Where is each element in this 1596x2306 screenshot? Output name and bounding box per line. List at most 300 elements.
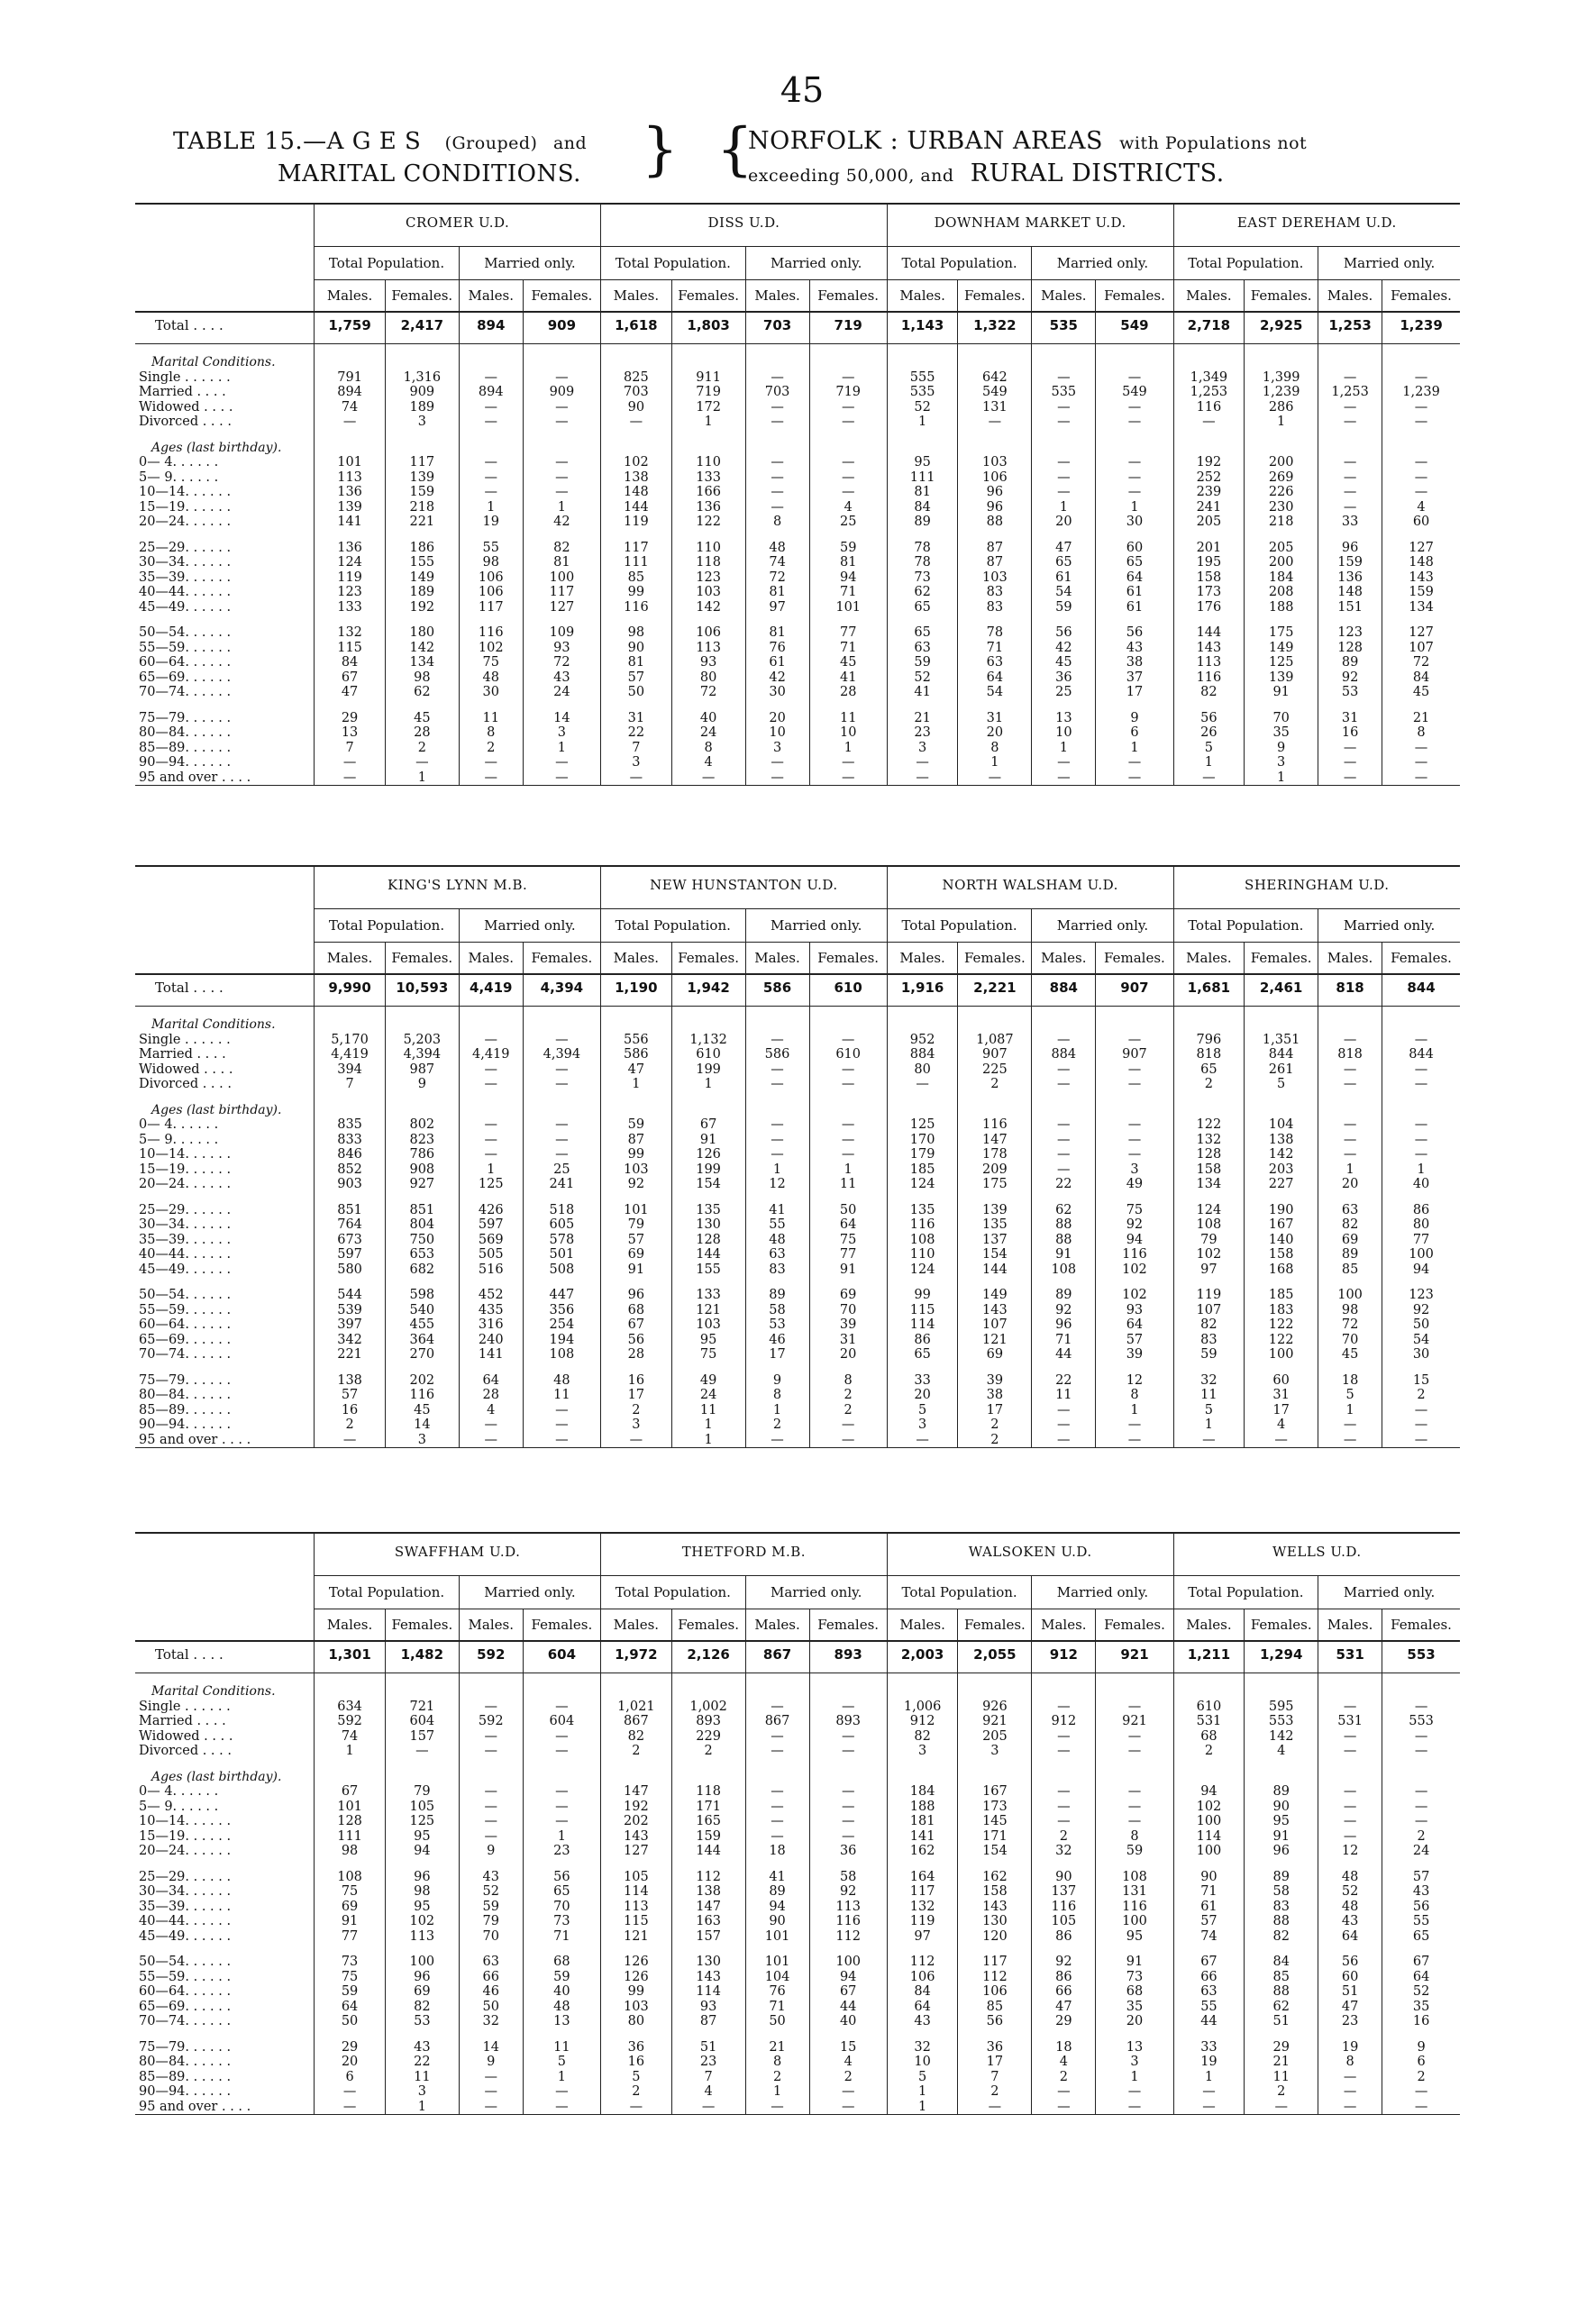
spacer-cell: [385, 1092, 459, 1103]
spacer-cell: [1382, 1363, 1460, 1373]
data-cell: 75: [459, 655, 523, 670]
data-cell: —: [1173, 2100, 1245, 2115]
data-cell: 99: [601, 1984, 672, 2000]
data-cell: —: [1318, 400, 1382, 415]
data-cell: 116: [1032, 1900, 1096, 1915]
spacer-cell: [958, 1363, 1032, 1373]
spacer-cell: [958, 1759, 1032, 1770]
data-cell: 100: [1245, 1347, 1318, 1363]
data-cell: 131: [1096, 1884, 1173, 1900]
row-label: Divorced . . . .: [135, 1077, 315, 1092]
data-cell: 24: [1412, 1844, 1430, 1858]
married-only-header: Married only.: [1032, 909, 1173, 943]
data-cell: 3: [601, 1417, 672, 1433]
data-cell: 16: [601, 1373, 672, 1389]
empty-cell: [745, 1103, 809, 1118]
data-cell: —: [459, 415, 523, 430]
total-cell: 535: [1032, 312, 1096, 344]
spacer-cell: [459, 700, 523, 711]
spacer-cell: [1245, 615, 1318, 625]
data-cell: 2: [1032, 1829, 1096, 1845]
empty-cell: [1245, 1103, 1318, 1118]
data-cell: —: [523, 1729, 600, 1745]
total-cell: 1,253: [1318, 312, 1382, 344]
data-cell: 104: [745, 1970, 809, 1985]
data-cell: 91: [1245, 685, 1318, 700]
data-cell: 226: [1245, 485, 1318, 500]
data-cell: 17: [601, 1388, 672, 1403]
total-cell: 867: [745, 1641, 809, 1673]
data-cell: 39: [809, 1317, 887, 1333]
data-cell: —: [1096, 1784, 1173, 1800]
data-cell: 78: [887, 555, 958, 570]
data-cell: —: [1318, 1729, 1382, 1745]
data-cell: 2: [1417, 1828, 1426, 1844]
data-cell: 147: [601, 1784, 672, 1800]
age-row: [135, 1388, 1460, 1403]
married-only-header: Married only.: [459, 909, 600, 943]
empty-cell: [1032, 1770, 1096, 1785]
data-cell: 81: [745, 625, 809, 641]
total-cell: 921: [1096, 1641, 1173, 1673]
data-cell: —: [523, 770, 600, 786]
spacer-cell: [809, 530, 887, 541]
data-cell: 41: [809, 670, 887, 686]
males-header: Males.: [1032, 280, 1096, 313]
data-cell: —: [1414, 740, 1428, 755]
data-cell: 218: [1245, 515, 1318, 530]
data-cell: 74: [315, 400, 386, 415]
row-label: 50—54. . . . . .: [135, 1288, 315, 1303]
data-cell: 143: [1409, 570, 1434, 585]
data-cell: 69: [809, 1288, 887, 1303]
empty-cell: [887, 1017, 958, 1033]
females-header: Females.: [1382, 943, 1460, 975]
data-cell: —: [1096, 485, 1173, 500]
spacer-cell: [1382, 1007, 1460, 1018]
data-cell: 74: [1173, 1929, 1245, 1945]
data-cell: 270: [385, 1347, 459, 1363]
data-cell: 86: [887, 1333, 958, 1348]
spacer-cell: [958, 1673, 1032, 1685]
data-cell: 101: [315, 455, 386, 470]
data-cell: —: [459, 1062, 523, 1078]
data-cell: 137: [958, 1233, 1032, 1248]
data-cell: 126: [601, 1955, 672, 1970]
age-row: [135, 1133, 1460, 1148]
empty-cell: [1382, 1684, 1460, 1700]
spacer-cell: [958, 1859, 1032, 1870]
spacer-cell: [523, 2029, 600, 2040]
data-cell: 8: [1318, 2055, 1382, 2070]
empty-cell: [671, 441, 745, 456]
age-row: [135, 1784, 1460, 1800]
data-cell: 286: [1245, 400, 1318, 415]
data-cell: 1: [523, 500, 600, 515]
data-cell: 29: [315, 711, 386, 726]
data-cell: 67: [601, 1317, 672, 1333]
spacer-cell: [1382, 1092, 1460, 1103]
data-cell: —: [1096, 1433, 1173, 1448]
total-population-header: Total Population.: [315, 247, 460, 280]
data-cell: 149: [958, 1288, 1032, 1303]
data-cell: 894: [315, 385, 386, 400]
data-cell: 159: [671, 1829, 745, 1845]
empty-cell: [1318, 1017, 1382, 1033]
females-header: Females.: [1382, 280, 1460, 313]
spacer-label: [135, 1673, 315, 1685]
data-cell: 673: [315, 1233, 386, 1248]
data-cell: 97: [1173, 1262, 1245, 1278]
spacer-cell: [745, 1673, 809, 1685]
data-cell: 102: [1173, 1800, 1245, 1815]
data-cell: 89: [1245, 1784, 1318, 1800]
data-cell: 5,170: [315, 1033, 386, 1048]
marital-row-single: [135, 370, 1460, 386]
data-cell: 70: [1245, 711, 1318, 726]
empty-cell: [1032, 1103, 1096, 1118]
empty-cell: [745, 355, 809, 370]
data-cell: 2: [601, 1403, 672, 1418]
data-cell: 23: [523, 1844, 600, 1859]
data-cell: —: [1032, 1117, 1096, 1133]
empty-cell: [1382, 355, 1460, 370]
data-cell: 86: [1032, 1929, 1096, 1945]
data-cell: —: [1096, 770, 1173, 786]
data-cell: 95: [671, 1333, 745, 1348]
age-row: [135, 1317, 1460, 1333]
data-cell: —: [809, 470, 887, 486]
married-only-header: Married only.: [745, 1576, 887, 1609]
spacer-cell: [671, 1673, 745, 1685]
data-cell: 721: [385, 1700, 459, 1715]
spacer-cell: [745, 1759, 809, 1770]
spacer-cell: [385, 1944, 459, 1955]
data-cell: 105: [1032, 1914, 1096, 1929]
data-cell: —: [1318, 470, 1382, 486]
data-cell: 154: [671, 1177, 745, 1192]
data-cell: —: [523, 1133, 600, 1148]
marital-conditions-heading: Marital Conditions.: [151, 1017, 276, 1032]
data-cell: 750: [385, 1233, 459, 1248]
data-cell: 952: [887, 1033, 958, 1048]
data-cell: —: [1032, 1147, 1096, 1162]
data-cell: —: [1318, 1433, 1382, 1448]
data-cell: 192: [1173, 455, 1245, 470]
data-cell: 87: [958, 555, 1032, 570]
empty-cell: [1096, 1684, 1173, 1700]
row-label: 40—44. . . . . .: [135, 1247, 315, 1262]
data-cell: 230: [1245, 500, 1318, 515]
data-cell: —: [459, 1033, 523, 1048]
data-cell: —: [671, 2100, 745, 2115]
data-cell: 33: [1318, 515, 1382, 530]
row-label: 0— 4. . . . . .: [135, 1117, 315, 1133]
data-cell: 2: [1173, 1744, 1245, 1759]
data-cell: —: [1096, 1744, 1173, 1759]
empty-cell: [459, 355, 523, 370]
data-cell: 110: [887, 1247, 958, 1262]
data-cell: 2: [745, 2070, 809, 2085]
data-cell: —: [523, 1700, 600, 1715]
data-cell: —: [1096, 2084, 1173, 2100]
empty-cell: [601, 1770, 672, 1785]
data-cell: 60: [1318, 1970, 1382, 1985]
data-cell: 518: [523, 1203, 600, 1218]
data-cell: 125: [887, 1117, 958, 1133]
data-cell: 604: [385, 1714, 459, 1729]
total-population-header: Total Population.: [601, 1576, 746, 1609]
data-cell: 2: [459, 741, 523, 756]
data-cell: 75: [1096, 1203, 1173, 1218]
spacer-cell: [745, 1092, 809, 1103]
data-cell: 540: [385, 1303, 459, 1318]
spacer-cell: [1318, 615, 1382, 625]
empty-cell: [958, 1684, 1032, 1700]
spacer-cell: [1173, 430, 1245, 441]
row-label: 5— 9. . . . . .: [135, 470, 315, 486]
data-cell: 180: [385, 625, 459, 641]
spacer-cell: [523, 344, 600, 356]
spacer-label: [135, 1759, 315, 1770]
males-header: Males.: [1318, 943, 1382, 975]
data-cell: 58: [1245, 1884, 1318, 1900]
data-cell: 79: [1173, 1233, 1245, 1248]
data-cell: —: [809, 1417, 887, 1433]
spacer-cell: [1173, 615, 1245, 625]
empty-cell: [459, 1684, 523, 1700]
total-population-header: Total Population.: [1173, 247, 1318, 280]
data-cell: 80: [601, 2014, 672, 2029]
data-cell: —: [1414, 1417, 1428, 1432]
data-cell: 98: [385, 670, 459, 686]
data-cell: 75: [315, 1884, 386, 1900]
data-cell: 51: [1318, 1984, 1382, 2000]
data-cell: 56: [1173, 711, 1245, 726]
data-cell: 120: [958, 1929, 1032, 1945]
data-cell: 69: [315, 1900, 386, 1915]
data-cell: 1: [671, 1077, 745, 1092]
data-cell: 73: [523, 1914, 600, 1929]
empty-cell: [745, 1017, 809, 1033]
empty-cell: [671, 355, 745, 370]
data-cell: 83: [745, 1262, 809, 1278]
data-cell: 119: [601, 515, 672, 530]
data-cell: 30: [1412, 1347, 1430, 1362]
spacer-cell: [1032, 1759, 1096, 1770]
data-cell: 569: [459, 1233, 523, 1248]
data-cell: —: [745, 415, 809, 430]
data-cell: 71: [1173, 1884, 1245, 1900]
spacer-cell: [1032, 1673, 1096, 1685]
spacer-cell: [809, 615, 887, 625]
data-cell: 1: [601, 1077, 672, 1092]
data-cell: —: [459, 1729, 523, 1745]
data-cell: 61: [1173, 1900, 1245, 1915]
data-cell: 70: [1318, 1333, 1382, 1348]
data-cell: —: [459, 1077, 523, 1092]
data-cell: 67: [315, 670, 386, 686]
data-cell: 81: [601, 655, 672, 670]
data-cell: 142: [1245, 1147, 1318, 1162]
data-cell: 884: [1032, 1047, 1096, 1062]
spacer-cell: [315, 430, 386, 441]
data-cell: —: [1414, 1784, 1428, 1799]
district-name: DISS U.D.: [601, 204, 888, 247]
total-cell: 2,461: [1245, 974, 1318, 1007]
data-cell: —: [1318, 1800, 1382, 1815]
spacer-row: [135, 1007, 1460, 1018]
data-cell: 138: [601, 470, 672, 486]
data-cell: 119: [1173, 1288, 1245, 1303]
data-cell: 642: [958, 370, 1032, 386]
data-cell: 168: [1245, 1262, 1318, 1278]
data-cell: 75: [315, 1970, 386, 1985]
females-header: Females.: [523, 280, 600, 313]
spacer-cell: [887, 1759, 958, 1770]
district-name: CROMER U.D.: [315, 204, 601, 247]
data-cell: 21: [1245, 2055, 1318, 2070]
data-cell: 70: [459, 1929, 523, 1945]
data-cell: —: [1096, 455, 1173, 470]
spacer-cell: [887, 1944, 958, 1955]
data-cell: 1: [809, 741, 887, 756]
males-header: Males.: [1318, 280, 1382, 313]
data-cell: —: [1096, 1729, 1173, 1745]
data-cell: 802: [385, 1117, 459, 1133]
data-cell: 452: [459, 1288, 523, 1303]
data-cell: 154: [958, 1844, 1032, 1859]
data-cell: 71: [523, 1929, 600, 1945]
males-header: Males.: [315, 1609, 386, 1642]
ages-heading-row: [135, 441, 1460, 456]
data-cell: 167: [958, 1784, 1032, 1800]
row-label: 80—84. . . . . .: [135, 2055, 315, 2070]
spacer-cell: [315, 1944, 386, 1955]
data-cell: —: [1096, 1133, 1173, 1148]
data-cell: 113: [315, 470, 386, 486]
data-cell: 43: [459, 1870, 523, 1885]
data-cell: 83: [1173, 1333, 1245, 1348]
data-cell: 128: [671, 1233, 745, 1248]
spacer-cell: [459, 1859, 523, 1870]
age-row: [135, 2100, 1460, 2115]
data-cell: 25: [1032, 685, 1096, 700]
total-cell: 893: [809, 1641, 887, 1673]
data-cell: 55: [1412, 1914, 1430, 1928]
data-cell: 13: [523, 2014, 600, 2029]
data-cell: 531: [1173, 1714, 1245, 1729]
district-header-row: [135, 204, 1460, 247]
data-cell: —: [745, 755, 809, 770]
spacer-cell: [671, 700, 745, 711]
data-cell: —: [459, 2084, 523, 2100]
row-label: 10—14. . . . . .: [135, 1814, 315, 1829]
data-cell: 70: [523, 1900, 600, 1915]
data-cell: 101: [745, 1955, 809, 1970]
data-cell: 92: [1032, 1303, 1096, 1318]
row-label: 70—74. . . . . .: [135, 1347, 315, 1363]
data-cell: —: [1032, 1784, 1096, 1800]
row-label: Widowed . . . .: [135, 1729, 315, 1745]
data-cell: 208: [1245, 585, 1318, 600]
spacer-row: [135, 615, 1460, 625]
data-cell: —: [1318, 741, 1382, 756]
data-cell: —: [1096, 470, 1173, 486]
data-cell: 136: [315, 485, 386, 500]
spacer-cell: [315, 1363, 386, 1373]
data-cell: 106: [958, 470, 1032, 486]
data-cell: —: [315, 1433, 386, 1448]
data-cell: 45: [809, 655, 887, 670]
data-cell: 71: [958, 641, 1032, 656]
data-cell: 135: [671, 1203, 745, 1218]
married-only-header: Married only.: [745, 909, 887, 943]
data-cell: 108: [1173, 1217, 1245, 1233]
data-cell: 127: [601, 1844, 672, 1859]
spacer-cell: [1318, 1092, 1382, 1103]
data-cell: 65: [1096, 555, 1173, 570]
data-cell: 1,021: [601, 1700, 672, 1715]
data-cell: 89: [887, 515, 958, 530]
spacer-cell: [385, 615, 459, 625]
data-cell: 5: [1173, 741, 1245, 756]
data-cell: 123: [1318, 625, 1382, 641]
spacer-cell: [958, 344, 1032, 356]
data-cell: —: [1032, 1403, 1096, 1418]
empty-cell: [671, 1684, 745, 1700]
data-cell: 1: [1032, 741, 1096, 756]
spacer-cell: [385, 344, 459, 356]
data-cell: 59: [1173, 1347, 1245, 1363]
data-cell: 90: [1245, 1800, 1318, 1815]
spacer-cell: [1096, 1859, 1173, 1870]
age-row: [135, 600, 1460, 615]
age-row: [135, 2070, 1460, 2085]
row-label: 30—34. . . . . .: [135, 1217, 315, 1233]
data-cell: 80: [887, 1062, 958, 1078]
data-cell: 18: [745, 1844, 809, 1859]
data-cell: 20: [1032, 515, 1096, 530]
empty-cell: [459, 1103, 523, 1118]
data-cell: 2: [958, 1417, 1032, 1433]
data-cell: 125: [459, 1177, 523, 1192]
row-label: 70—74. . . . . .: [135, 2014, 315, 2029]
data-cell: 254: [523, 1317, 600, 1333]
spacer-cell: [1173, 1859, 1245, 1870]
data-cell: 703: [601, 385, 672, 400]
spacer-cell: [958, 430, 1032, 441]
data-cell: 884: [887, 1047, 958, 1062]
data-cell: 54: [1032, 585, 1096, 600]
data-cell: 92: [1412, 1302, 1430, 1317]
data-cell: 818: [1173, 1047, 1245, 1062]
data-cell: —: [601, 770, 672, 786]
data-cell: 4,394: [385, 1047, 459, 1062]
data-cell: —: [523, 1814, 600, 1829]
subtitle-rural: RURAL DISTRICTS.: [970, 160, 1225, 187]
data-cell: 112: [671, 1870, 745, 1885]
empty-cell: [1318, 441, 1382, 456]
data-cell: 124: [315, 555, 386, 570]
females-header: Females.: [958, 1609, 1032, 1642]
total-cell: 703: [745, 312, 809, 344]
data-cell: —: [1096, 1062, 1173, 1078]
spacer-cell: [459, 2029, 523, 2040]
spacer-cell: [887, 1192, 958, 1203]
data-cell: —: [523, 755, 600, 770]
empty-cell: [601, 441, 672, 456]
